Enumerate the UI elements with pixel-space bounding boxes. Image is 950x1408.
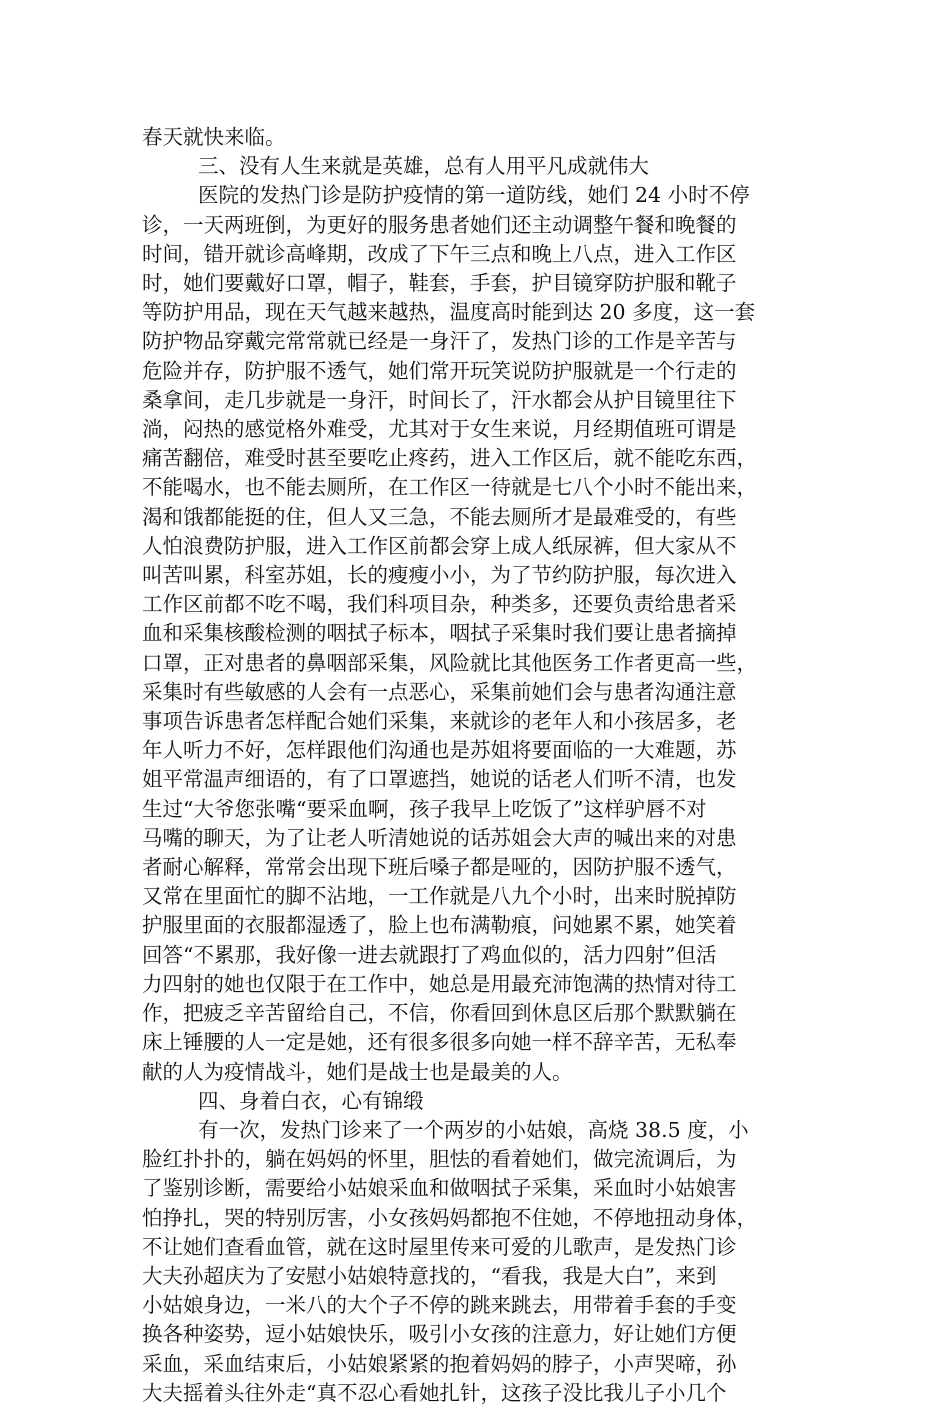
text-line: 怕挣扎，哭的特别厉害，小女孩妈妈都抱不住她，不停地扭动身体，	[142, 1205, 757, 1230]
text-line: 时间，错开就诊高峰期，改成了下午三点和晚上八点，进入工作区	[142, 241, 737, 266]
text-line: 痛苦翻倍，难受时甚至要吃止疼药，进入工作区后，就不能吃东西，	[142, 446, 757, 471]
text-line: 不让她们查看血管，就在这时屋里传来可爱的儿歌声，是发热门诊	[142, 1234, 737, 1259]
text-line: 大夫摇着头往外走“真不忍心看她扎针，这孩子没比我儿子小几个	[142, 1380, 727, 1405]
text-line: 血和采集核酸检测的咽拭子标本，咽拭子采集时我们要让患者摘掉	[142, 621, 737, 646]
text-line: 马嘴的聊天，为了让老人听清她说的话苏姐会大声的喊出来的对患	[142, 825, 737, 850]
text-line: 献的人为疫情战斗，她们是战士也是最美的人。	[142, 1059, 573, 1084]
text-line: 医院的发热门诊是防护疫情的第一道防线，她们 24 小时不停	[198, 183, 750, 208]
text-line: 又常在里面忙的脚不沾地，一工作就是八九个小时，出来时脱掉防	[142, 884, 737, 909]
text-line: 时，她们要戴好口罩，帽子，鞋套，手套，护目镜穿防护服和靴子	[142, 271, 737, 296]
text-line: 不能喝水，也不能去厕所，在工作区一待就是七八个小时不能出来，	[142, 475, 757, 500]
text-line: 有一次，发热门诊来了一个两岁的小姑娘，高烧 38.5 度，小	[198, 1117, 749, 1142]
text-line: 工作区前都不吃不喝，我们科项目杂，种类多，还要负责给患者采	[142, 592, 737, 617]
text-line: 姐平常温声细语的，有了口罩遮挡，她说的话老人们听不清，也发	[142, 767, 737, 792]
text-line: 事项告诉患者怎样配合她们采集，来就诊的老年人和小孩居多，老	[142, 709, 737, 734]
text-line: 护服里面的衣服都湿透了，脸上也布满勒痕，问她累不累，她笑着	[142, 913, 737, 938]
text-line: 床上锤腰的人一定是她，还有很多很多向她一样不辞辛苦，无私奉	[142, 1030, 737, 1055]
text-line: 脸红扑扑的，躺在妈妈的怀里，胆怯的看着她们，做完流调后，为	[142, 1147, 737, 1172]
text-line: 口罩，正对患者的鼻咽部采集，风险就比其他医务工作者更高一些，	[142, 650, 757, 675]
text-line: 等防护用品，现在天气越来越热，温度高时能到达 20 多度，这一套	[142, 300, 756, 325]
text-line: 力四射的她也仅限于在工作中，她总是用最充沛饱满的热情对待工	[142, 971, 737, 996]
text-line: 防护物品穿戴完常常就已经是一身汗了，发热门诊的工作是辛苦与	[142, 329, 737, 354]
text-line: 叫苦叫累，科室苏姐，长的瘦瘦小小，为了节约防护服，每次进入	[142, 563, 737, 588]
text-line: 人怕浪费防护服，进入工作区前都会穿上成人纸尿裤，但大家从不	[142, 533, 737, 558]
text-line: 年人听力不好，怎样跟他们沟通也是苏姐将要面临的一大难题，苏	[142, 738, 737, 763]
text-line: 了鉴别诊断，需要给小姑娘采血和做咽拭子采集，采血时小姑娘害	[142, 1176, 737, 1201]
text-line: 生过“大爷您张嘴“要采血啊，孩子我早上吃饭了”这样驴唇不对	[142, 796, 707, 821]
text-line: 小姑娘身边，一米八的大个子不停的跳来跳去，用带着手套的手变	[142, 1293, 737, 1318]
document-body	[142, 123, 810, 1408]
text-line: 诊，一天两班倒，为更好的服务患者她们还主动调整午餐和晚餐的	[142, 212, 737, 237]
text-line: 作，把疲乏辛苦留给自己，不信，你看回到休息区后那个默默躺在	[142, 1001, 737, 1026]
text-line: 春天就快来临。	[142, 125, 286, 149]
text-line: 采血，采血结束后，小姑娘紧紧的抱着妈妈的脖子，小声哭啼，孙	[142, 1351, 737, 1376]
text-line: 渴和饿都能挺的住，但人又三急，不能去厕所才是最难受的，有些	[142, 504, 737, 529]
text-line: 桑拿间，走几步就是一身汗，时间长了，汗水都会从护目镜里往下	[142, 387, 737, 412]
section-heading: 三、没有人生来就是英雄，总有人用平凡成就伟大	[198, 154, 649, 179]
text-line: 换各种姿势，逗小姑娘快乐，吸引小女孩的注意力，好让她们方便	[142, 1322, 737, 1347]
text-line: 危险并存，防护服不透气，她们常开玩笑说防护服就是一个行走的	[142, 358, 737, 383]
text-line: 回答“不累那，我好像一进去就跟打了鸡血似的，活力四射”但活	[142, 942, 717, 967]
text-line: 者耐心解释，常常会出现下班后嗓子都是哑的，因防护服不透气，	[142, 855, 737, 880]
text-line: 淌，闷热的感觉格外难受，尤其对于女生来说，月经期值班可谓是	[142, 417, 737, 442]
text-line: 大夫孙超庆为了安慰小姑娘特意找的，“看我，我是大白”，来到	[142, 1263, 717, 1288]
section-heading: 四、身着白衣，心有锦缎	[198, 1088, 424, 1113]
text-line: 采集时有些敏感的人会有一点恶心，采集前她们会与患者沟通注意	[142, 679, 737, 704]
